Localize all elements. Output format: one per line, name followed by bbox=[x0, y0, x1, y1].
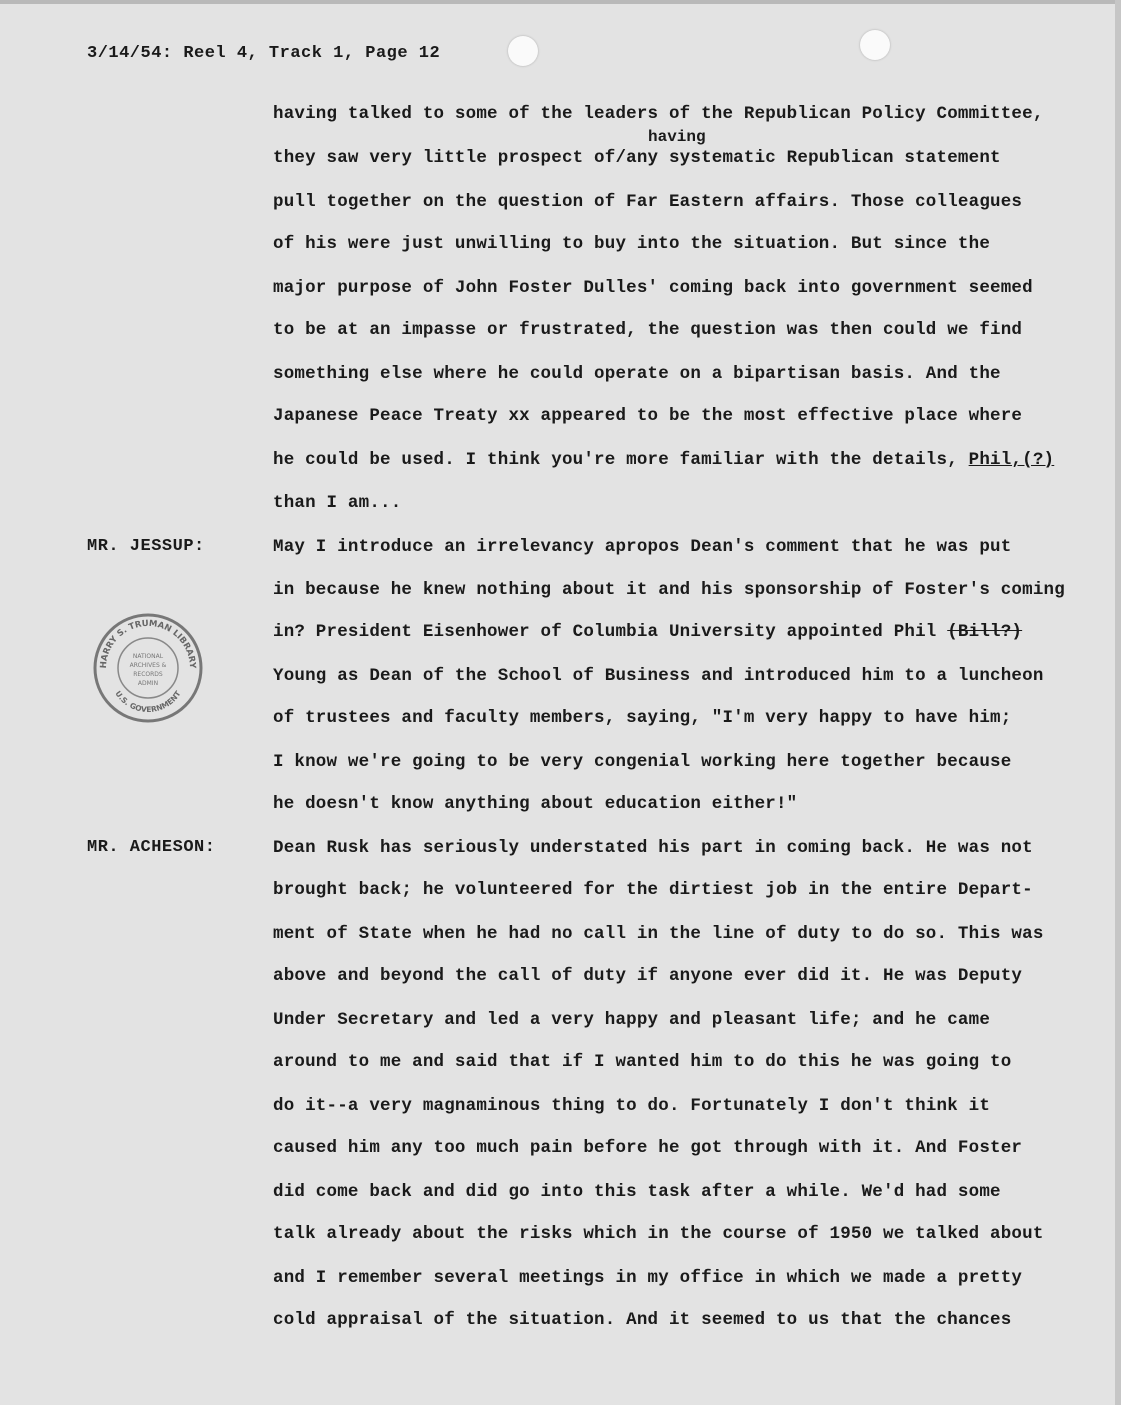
struck-bill: (Bill?) bbox=[947, 622, 1023, 642]
punch-hole-left bbox=[508, 36, 538, 66]
text-line: something else where he could operate on a bipartisan basis. And the bbox=[273, 364, 1001, 384]
text-line-part: in? President Eisenhower of Columbia University appointed Phil bbox=[273, 622, 948, 642]
text-line bbox=[273, 450, 1054, 470]
speaker-jessup: MR. JESSUP: bbox=[87, 537, 205, 556]
text-line: having talked to some of the leaders of the Republican Policy Committee, bbox=[273, 104, 1044, 124]
text-line bbox=[273, 622, 1022, 642]
text-line: they saw very little prospect of/any systematic Republican statement bbox=[273, 148, 1001, 168]
text-line: Young as Dean of the School of Business and introduced him to a luncheon bbox=[273, 666, 1044, 686]
text-line: major purpose of John Foster Dulles' coming back into government seemed bbox=[273, 278, 1033, 298]
speaker-acheson: MR. ACHESON: bbox=[87, 838, 216, 857]
text-line: and I remember several meetings in my office in which we made a pretty bbox=[273, 1268, 1023, 1288]
text-line-part: he could be used. I think you're more familiar with the details, bbox=[273, 450, 969, 470]
text-line: of trustees and faculty members, saying, "I'm very happy to have him; bbox=[273, 708, 1012, 728]
text-line: Dean Rusk has seriously understated his part in coming back. He was not bbox=[273, 838, 1033, 858]
top-edge bbox=[0, 0, 1121, 4]
text-line: May I introduce an irrelevancy apropos Dean's comment that he was put bbox=[273, 537, 1012, 557]
text-line: ment of State when he had no call in the line of duty to do so. This was bbox=[273, 924, 1044, 944]
text-line: than I am... bbox=[273, 493, 402, 513]
stamp-top-text: HARRY S. TRUMAN LIBRARY bbox=[98, 618, 198, 669]
library-stamp bbox=[92, 612, 204, 724]
text-line: to be at an impasse or frustrated, the question was then could we find bbox=[273, 320, 1023, 340]
text-line: caused him any too much pain before he got through with it. And Foster bbox=[273, 1138, 1023, 1158]
text-line: brought back; he volunteered for the dirtiest job in the entire Depart- bbox=[273, 880, 1033, 900]
text-line: above and beyond the call of duty if anyone ever did it. He was Deputy bbox=[273, 966, 1023, 986]
text-line: he doesn't know anything about education either!" bbox=[273, 794, 798, 814]
text-line: around to me and said that if I wanted him to do this he was going to bbox=[273, 1052, 1012, 1072]
page-header: 3/14/54: Reel 4, Track 1, Page 12 bbox=[87, 44, 441, 63]
stamp-bottom-text: U.S. GOVERNMENT bbox=[113, 689, 183, 715]
right-edge bbox=[1115, 0, 1121, 1405]
text-line: cold appraisal of the situation. And it seemed to us that the chances bbox=[273, 1310, 1012, 1330]
punch-hole-right bbox=[860, 30, 890, 60]
text-line: talk already about the risks which in the course of 1950 we talked about bbox=[273, 1224, 1044, 1244]
stamp-center-line: NATIONAL bbox=[132, 653, 164, 660]
stamp-center-line: RECORDS bbox=[133, 671, 163, 678]
text-line: in because he knew nothing about it and his sponsorship of Foster's coming bbox=[273, 580, 1065, 600]
text-line: do it--a very magnaminous thing to do. Fortunately I don't think it bbox=[273, 1096, 991, 1116]
underlined-phil: Phil,(?) bbox=[968, 450, 1055, 470]
stamp-center-line: ARCHIVES & bbox=[129, 662, 167, 669]
stamp-center-line: ADMIN bbox=[137, 680, 159, 687]
text-line: of his were just unwilling to buy into the situation. But since the bbox=[273, 234, 991, 254]
interlinear-insertion: having bbox=[648, 128, 706, 146]
text-line: Under Secretary and led a very happy and pleasant life; and he came bbox=[273, 1010, 991, 1030]
text-line: Japanese Peace Treaty xx appeared to be the most effective place where bbox=[273, 406, 1023, 426]
text-line: did come back and did go into this task after a while. We'd had some bbox=[273, 1182, 1001, 1202]
text-line: pull together on the question of Far Eastern affairs. Those colleagues bbox=[273, 192, 1023, 212]
text-line: I know we're going to be very congenial working here together because bbox=[273, 752, 1012, 772]
